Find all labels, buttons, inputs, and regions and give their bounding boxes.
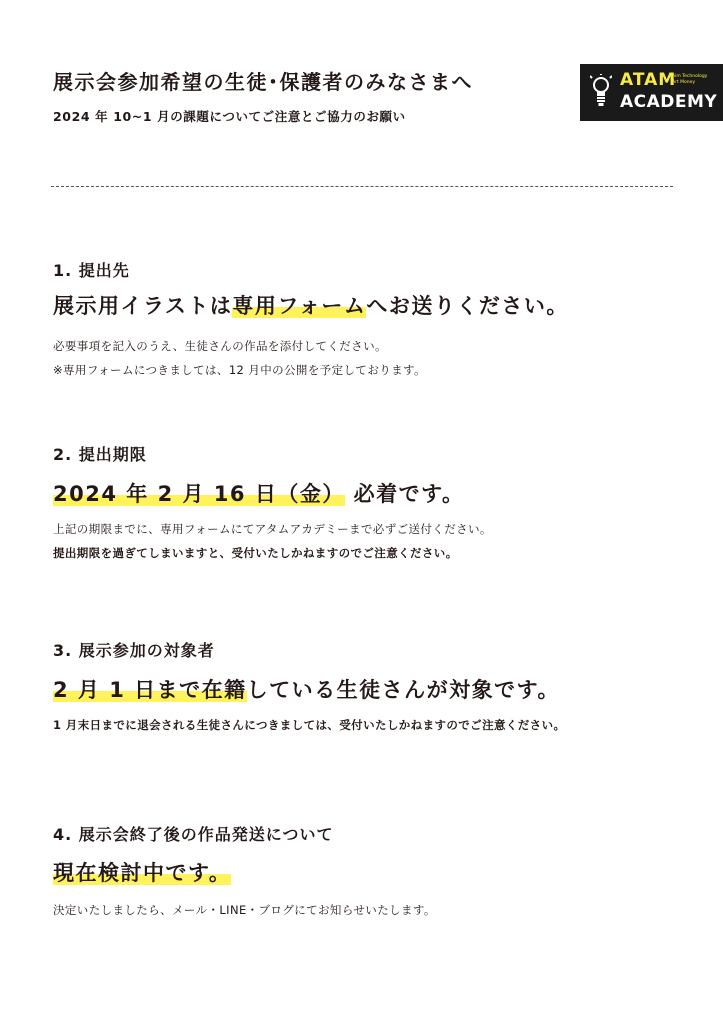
logo-atam-text: ATAM — [620, 70, 677, 90]
logo-academy-text: ACADEMY — [620, 92, 718, 112]
section-1-main-text: 展示用イラストは — [53, 294, 233, 318]
section-2-heading: 2. 提出期限 — [53, 445, 147, 464]
page-subtitle: 2024 年 10~1 月の課題についてご注意とご協力のお願い — [53, 109, 406, 124]
section-1-note-1: 必要事項を記入のうえ、生徒さんの作品を添付してください。 — [53, 339, 387, 353]
section-1-heading: 1. 提出先 — [53, 261, 130, 280]
section-4-main — [53, 857, 231, 887]
section-1-note-2: ※専用フォームにつきましては、12 月中の公開を予定しております。 — [53, 363, 426, 377]
section-2-main-text: 必着です。 — [344, 482, 465, 506]
logo-tagline: Aim Technology Art Money — [672, 74, 708, 85]
section-2-highlight: 2024 年 2 月 16 日（金） — [53, 482, 345, 506]
atam-academy-logo — [580, 64, 723, 121]
section-2-note-1: 上記の期限までに、専用フォームにてアタムアカデミーまで必ずご送付ください。 — [53, 522, 492, 536]
section-4-heading: 4. 展示会終了後の作品発送について — [53, 825, 334, 844]
section-3-highlight: 2 月 1 日まで在籍 — [53, 678, 247, 702]
section-1-main — [53, 290, 569, 320]
lightbulb-icon — [590, 74, 612, 110]
section-1-main-text-end: へお送りください。 — [366, 294, 569, 318]
dashed-divider — [51, 186, 673, 187]
section-3-main — [53, 674, 560, 704]
section-3-heading: 3. 展示参加の対象者 — [53, 641, 215, 660]
section-4-highlight: 現在検討中です。 — [53, 861, 232, 885]
section-2-main — [53, 478, 464, 508]
section-3-note-1: 1 月末日までに退会される生徒さんにつきましては、受付いたしかねますのでご注意ください。 — [53, 718, 566, 732]
section-4-note-1: 決定いたしましたら、メール・LINE・ブログにてお知らせいたします。 — [53, 903, 436, 917]
page-title: 展示会参加希望の生徒･保護者のみなさまへ — [53, 70, 473, 94]
section-2-note-2: 提出期限を過ぎてしまいますと、受付いたしかねますのでご注意ください。 — [53, 546, 458, 560]
section-3-main-text: している生徒さんが対象です。 — [246, 678, 560, 702]
section-1-highlight: 専用フォーム — [232, 294, 367, 318]
